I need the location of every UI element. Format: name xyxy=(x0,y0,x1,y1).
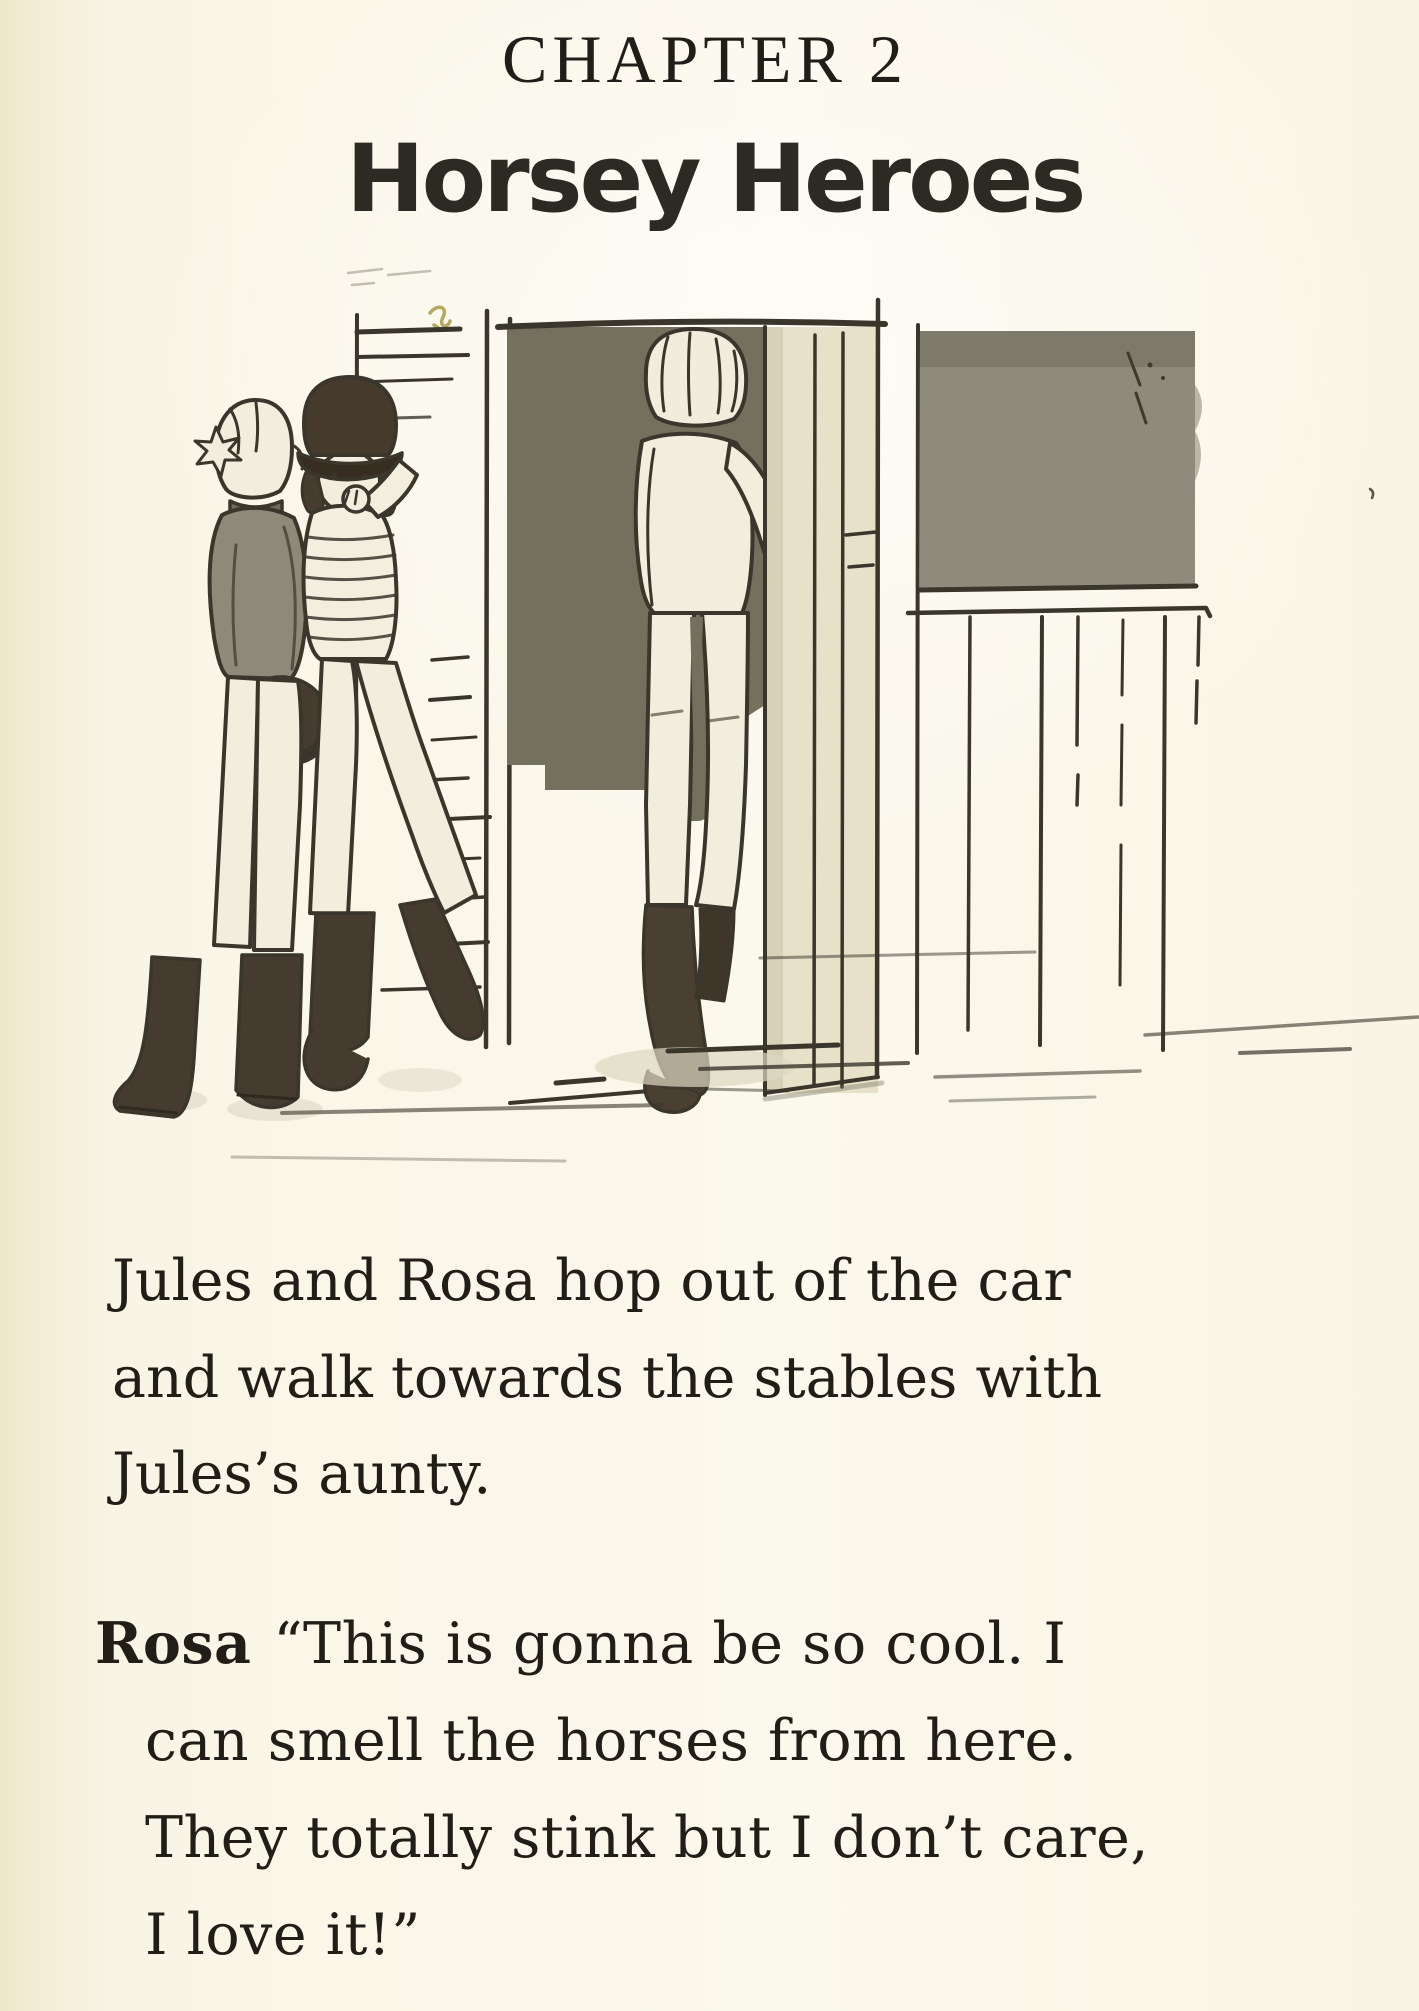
stable-window xyxy=(920,331,1202,588)
jules-leg-back xyxy=(214,677,258,947)
stable-illustration xyxy=(0,245,1419,1165)
rosa-boot-front xyxy=(400,899,483,1039)
rosa-riding-hat xyxy=(304,377,396,455)
dialogue-line: They totally stink but I don’t care, xyxy=(145,1805,1149,1871)
stable-door-panel xyxy=(765,300,882,1099)
paragraph-line: Jules’s aunty. xyxy=(112,1441,492,1507)
dialogue-line: can smell the horses from here. xyxy=(145,1708,1078,1774)
door-frame-right xyxy=(917,325,918,1053)
aunty-pants-left-leg xyxy=(646,613,694,905)
pencil-marks xyxy=(348,269,430,285)
girl-rosa xyxy=(298,377,483,1090)
ink-speck xyxy=(1370,489,1373,498)
paragraph-line: Jules and Rosa hop out of the car xyxy=(112,1248,1071,1314)
yellow-squiggle xyxy=(430,307,450,329)
ground-lines xyxy=(935,1017,1418,1101)
jules-leg-front xyxy=(254,679,301,950)
dialogue-text: “This is gonna be so cool. I xyxy=(273,1611,1067,1677)
jules-sweater xyxy=(210,508,307,679)
dialogue-line: I love it!” xyxy=(145,1902,421,1968)
chapter-label: CHAPTER 2 xyxy=(502,21,908,97)
jules-boot-front xyxy=(236,955,302,1107)
rosa-boot-back xyxy=(310,913,374,1051)
jules-boot-back xyxy=(114,957,200,1117)
page-title: Horsey Heroes xyxy=(346,125,1084,234)
girl-jules xyxy=(114,400,327,1117)
dialogue-speaker: Rosa xyxy=(95,1610,252,1677)
doorway-lintel xyxy=(498,322,885,327)
paragraph-line: and walk towards the stables with xyxy=(112,1345,1103,1411)
dialogue-line xyxy=(95,1610,1066,1678)
